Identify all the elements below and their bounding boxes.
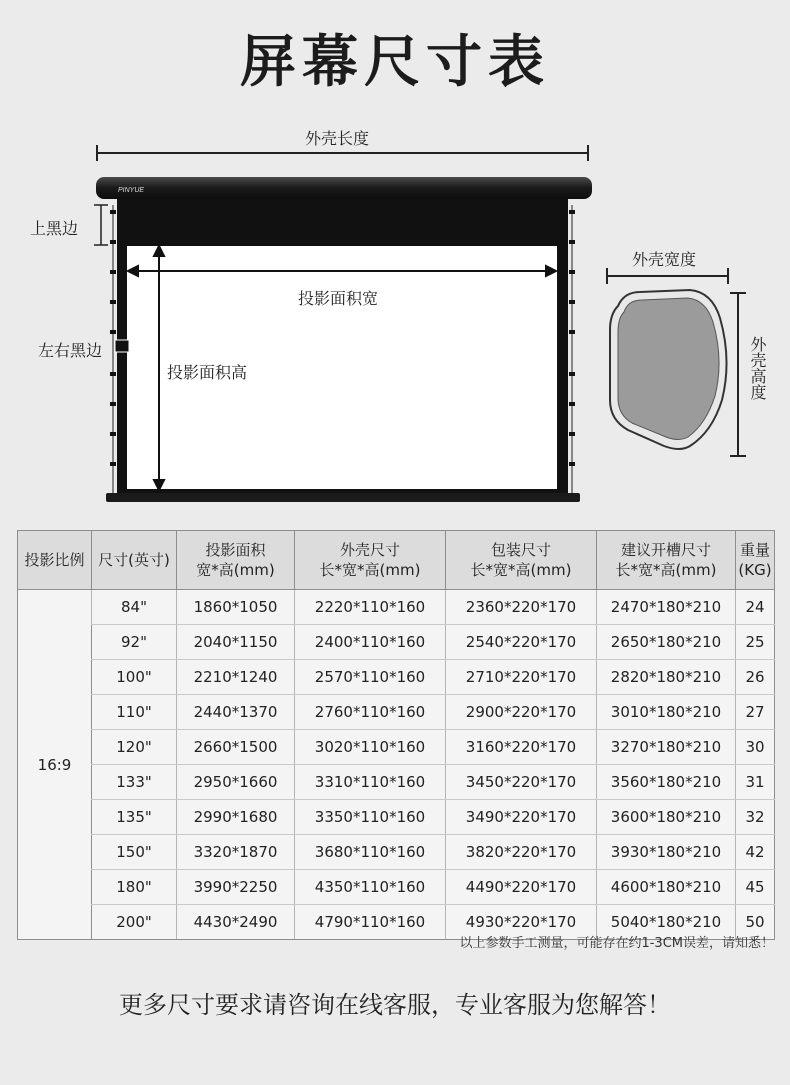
housing-length-label: 外壳长度 xyxy=(305,129,370,148)
header-weight: 重量 (KG) xyxy=(736,531,775,590)
table-cell: 3010*180*210 xyxy=(597,695,736,730)
housing-height-dimension xyxy=(730,293,746,456)
table-cell: 100" xyxy=(92,660,177,695)
table-cell: 2710*220*170 xyxy=(446,660,597,695)
table-cell: 27 xyxy=(736,695,775,730)
table-cell: 2360*220*170 xyxy=(446,590,597,625)
table-cell: 1860*1050 xyxy=(177,590,295,625)
top-border-dimension xyxy=(94,205,108,245)
table-cell: 2440*1370 xyxy=(177,695,295,730)
table-cell: 135" xyxy=(92,800,177,835)
bottom-bar xyxy=(106,493,580,502)
table-cell: 110" xyxy=(92,695,177,730)
housing-width-dimension xyxy=(607,268,728,284)
table-cell: 4790*110*160 xyxy=(295,905,446,940)
table-cell: 4930*220*170 xyxy=(446,905,597,940)
table-cell: 2650*180*210 xyxy=(597,625,736,660)
table-cell: 2820*180*210 xyxy=(597,660,736,695)
table-cell: 3160*220*170 xyxy=(446,730,597,765)
table-cell: 2950*1660 xyxy=(177,765,295,800)
side-border-marker xyxy=(115,340,129,352)
header-size: 尺寸(英寸) xyxy=(92,531,177,590)
screen-housing xyxy=(96,177,592,199)
table-header-row xyxy=(18,531,775,590)
table-cell: 92" xyxy=(92,625,177,660)
top-border-label: 上黑边 xyxy=(30,219,79,238)
spec-table xyxy=(17,530,775,940)
table-cell: 2900*220*170 xyxy=(446,695,597,730)
header-housing-size: 外壳尺寸 长*宽*高(mm) xyxy=(295,531,446,590)
table-cell: 3270*180*210 xyxy=(597,730,736,765)
side-border-label: 左右黑边 xyxy=(38,341,103,360)
table-cell: 133" xyxy=(92,765,177,800)
table-cell: 3680*110*160 xyxy=(295,835,446,870)
table-cell: 4600*180*210 xyxy=(597,870,736,905)
table-cell: 50 xyxy=(736,905,775,940)
header-projection-area: 投影面积 宽*高(mm) xyxy=(177,531,295,590)
table-cell: 31 xyxy=(736,765,775,800)
ratio-cell: 16:9 xyxy=(18,590,92,940)
table-row xyxy=(18,695,775,730)
table-cell: 24 xyxy=(736,590,775,625)
table-cell: 5040*180*210 xyxy=(597,905,736,940)
table-cell: 200" xyxy=(92,905,177,940)
table-cell: 84" xyxy=(92,590,177,625)
table-row xyxy=(18,625,775,660)
table-cell: 3560*180*210 xyxy=(597,765,736,800)
header-package-size: 包装尺寸 长*宽*高(mm) xyxy=(446,531,597,590)
table-cell: 42 xyxy=(736,835,775,870)
table-row xyxy=(18,590,775,625)
table-cell: 3020*110*160 xyxy=(295,730,446,765)
table-cell: 3310*110*160 xyxy=(295,765,446,800)
table-cell: 2220*110*160 xyxy=(295,590,446,625)
table-cell: 3320*1870 xyxy=(177,835,295,870)
brand-logo: PINYUE xyxy=(118,187,145,194)
table-cell: 2400*110*160 xyxy=(295,625,446,660)
table-cell: 45 xyxy=(736,870,775,905)
table-cell: 180" xyxy=(92,870,177,905)
table-cell: 2760*110*160 xyxy=(295,695,446,730)
table-cell: 2040*1150 xyxy=(177,625,295,660)
page-title: 屏幕尺寸表 xyxy=(240,30,550,95)
table-row xyxy=(18,835,775,870)
table-cell: 4490*220*170 xyxy=(446,870,597,905)
housing-cross-section xyxy=(610,290,727,449)
header-ratio: 投影比例 xyxy=(18,531,92,590)
table-cell: 3990*2250 xyxy=(177,870,295,905)
housing-height-label: 外壳高度 xyxy=(748,336,767,400)
table-row xyxy=(18,870,775,905)
table-cell: 26 xyxy=(736,660,775,695)
table-cell: 4350*110*160 xyxy=(295,870,446,905)
table-cell: 3600*180*210 xyxy=(597,800,736,835)
table-row xyxy=(18,660,775,695)
table-cell: 3450*220*170 xyxy=(446,765,597,800)
table-cell: 3350*110*160 xyxy=(295,800,446,835)
table-cell: 3490*220*170 xyxy=(446,800,597,835)
table-cell: 2210*1240 xyxy=(177,660,295,695)
table-row xyxy=(18,800,775,835)
table-cell: 2470*180*210 xyxy=(597,590,736,625)
table-cell: 2570*110*160 xyxy=(295,660,446,695)
projection-width-label: 投影面积宽 xyxy=(298,289,379,308)
table-cell: 2540*220*170 xyxy=(446,625,597,660)
table-cell: 3930*180*210 xyxy=(597,835,736,870)
table-row xyxy=(18,730,775,765)
table-cell: 3820*220*170 xyxy=(446,835,597,870)
measurement-note: 以上参数手工测量，可能存在约1-3CM误差，请知悉！ xyxy=(459,936,774,951)
table-cell: 2660*1500 xyxy=(177,730,295,765)
header-slot-size: 建议开槽尺寸 长*宽*高(mm) xyxy=(597,531,736,590)
housing-width-label: 外壳宽度 xyxy=(632,250,697,269)
table-cell: 150" xyxy=(92,835,177,870)
table-cell: 30 xyxy=(736,730,775,765)
table-row xyxy=(18,765,775,800)
table-cell: 120" xyxy=(92,730,177,765)
table-cell: 25 xyxy=(736,625,775,660)
table-cell: 32 xyxy=(736,800,775,835)
footer-text: 更多尺寸要求请咨询在线客服，专业客服为您解答！ xyxy=(119,991,671,1019)
table-cell: 4430*2490 xyxy=(177,905,295,940)
table-cell: 2990*1680 xyxy=(177,800,295,835)
projection-height-label: 投影面积高 xyxy=(167,363,248,382)
